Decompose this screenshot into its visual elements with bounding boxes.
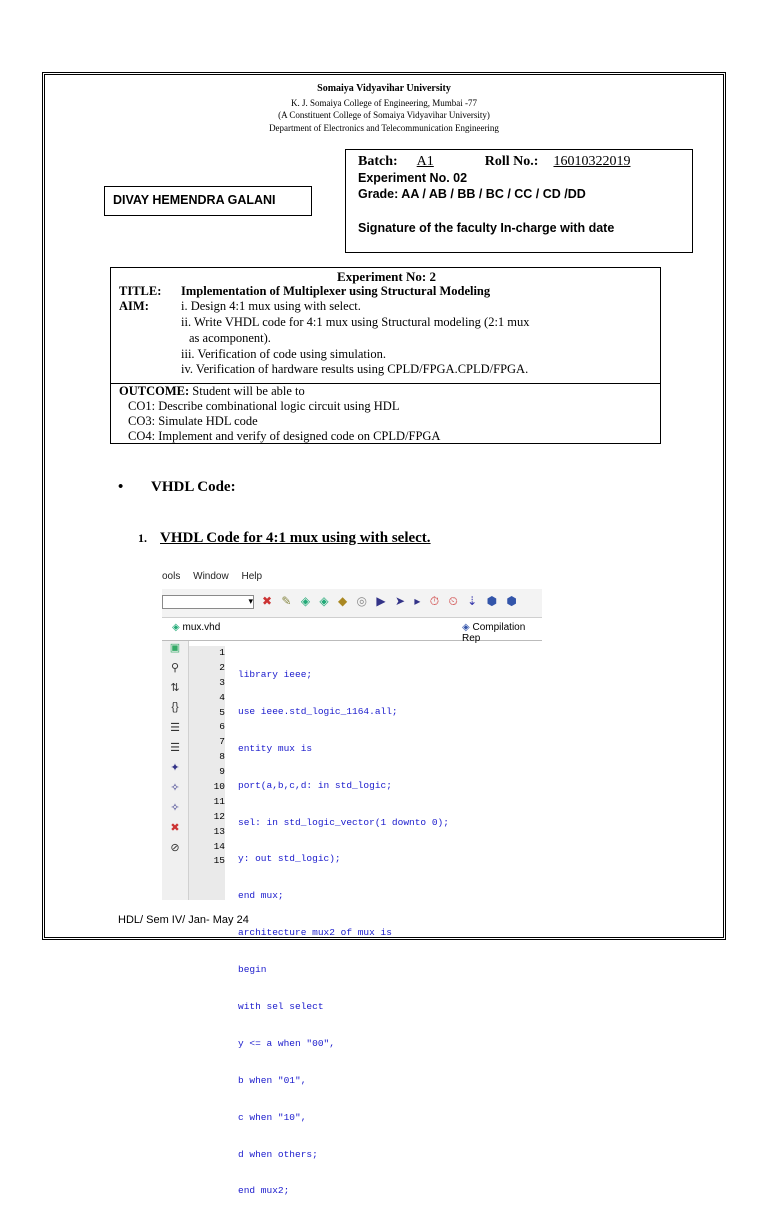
line-number: 7	[219, 736, 225, 748]
toolbar-icons	[262, 594, 520, 609]
chevron-down-icon: ▾	[248, 596, 253, 606]
page-footer: HDL/ Sem IV/ Jan- May 24	[118, 914, 249, 926]
chip-icon[interactable]: ⬢	[506, 594, 520, 608]
step-icon[interactable]: ➤	[394, 594, 409, 608]
run-icon[interactable]: ▸	[414, 594, 424, 608]
chip-icon[interactable]: ⬢	[486, 594, 501, 608]
aim-line: iii. Verification of code using simulation.	[181, 347, 386, 361]
bullet: •	[118, 479, 124, 495]
college-name: K. J. Somaiya College of Engineering, Mumbai -77	[291, 98, 477, 108]
toolbar	[162, 589, 542, 618]
tab-label: Compilation Rep	[462, 622, 526, 644]
experiment-box	[110, 267, 661, 444]
batch-roll-row	[358, 154, 692, 170]
code-line: sel: in std_logic_vector(1 downto 0);	[238, 816, 449, 828]
menu-item-tools[interactable]: ools	[162, 571, 181, 582]
settings-icon[interactable]: ◎	[356, 594, 371, 608]
student-name: DIVAY HEMENDRA GALANI	[104, 186, 312, 216]
code-line: y: out std_logic);	[238, 853, 341, 865]
aim-line: iv. Verification of hardware results using CPLD/FPGA.CPLD/FPGA.	[181, 362, 529, 376]
attach-icon[interactable]: ⊘	[170, 842, 180, 854]
code-line: architecture mux2 of mux is	[238, 927, 392, 939]
aim-line: i. Design 4:1 mux using with select.	[181, 299, 361, 313]
indent-icon[interactable]: ☰	[170, 722, 180, 734]
outcome-item: CO3: Simulate HDL code	[128, 414, 258, 428]
timer-icon[interactable]: ⏱	[429, 594, 443, 608]
program-icon[interactable]: ⇣	[467, 594, 481, 608]
line-number: 14	[213, 840, 225, 852]
code-line: b when "01",	[238, 1074, 307, 1086]
line-number: 11	[213, 795, 225, 807]
code-line: c when "10",	[238, 1111, 307, 1123]
pencil-icon[interactable]: ✎	[281, 594, 295, 608]
line-number: 2	[219, 661, 225, 673]
stop-icon[interactable]: ✖	[262, 594, 276, 608]
code-line: end mux;	[238, 890, 284, 902]
analyze-icon[interactable]: ◈	[319, 594, 332, 608]
aim-line: ii. Write VHDL code for 4:1 mux using Structural modeling (2:1 mux	[181, 315, 530, 329]
batch-label: Batch:	[358, 154, 398, 169]
experiment-heading: Experiment No: 2	[337, 269, 436, 284]
code-line: d when others;	[238, 1148, 318, 1160]
section-heading	[118, 479, 236, 496]
project-combo[interactable]	[162, 595, 254, 609]
batch-value: A1	[416, 154, 434, 169]
experiment-details	[111, 268, 660, 384]
tab-mux-vhd[interactable]	[172, 622, 220, 633]
grade-line: Grade: AA / AB / BB / BC / CC / CD /DD	[358, 187, 586, 201]
experiment-title: Implementation of Multiplexer using Structural Modeling	[181, 284, 491, 298]
compile-icon[interactable]: ◈	[300, 594, 314, 608]
tab-compilation-report[interactable]	[462, 622, 542, 644]
play-icon[interactable]: ▶	[376, 594, 389, 608]
outcome-row	[119, 384, 305, 399]
line-number: 6	[219, 721, 225, 733]
line-numbers	[189, 646, 225, 900]
outcome-intro: Student will be able to	[192, 384, 305, 398]
outcome-item: CO1: Describe combinational logic circuit using HDL	[128, 399, 400, 413]
menu-item-help[interactable]: Help	[241, 571, 263, 582]
line-number: 5	[219, 706, 225, 718]
code-line: library ieee;	[238, 669, 313, 680]
line-number: 10	[213, 781, 225, 793]
subsection-title: VHDL Code for 4:1 mux using with select.	[160, 530, 431, 546]
window-icon[interactable]: ▣	[169, 642, 181, 654]
bookmark-next-icon[interactable]: ✧	[170, 782, 180, 794]
code-line: use ieee.std_logic_1164.all;	[238, 705, 398, 717]
title-label: TITLE:	[119, 284, 162, 298]
bookmark-prev-icon[interactable]: ✧	[170, 802, 180, 814]
tab-label: mux.vhd	[182, 622, 221, 633]
menu-bar	[162, 571, 272, 582]
outcome-label: OUTCOME:	[119, 384, 190, 398]
aim-line: as acomponent).	[189, 331, 271, 345]
line-number: 8	[219, 751, 225, 763]
code-line: begin	[238, 964, 267, 976]
line-number: 4	[219, 691, 225, 703]
subsection-number: 1.	[138, 531, 147, 545]
find-icon[interactable]: ⚲	[170, 662, 180, 674]
code-line: port(a,b,c,d: in std_logic;	[238, 779, 392, 791]
editor-tab-bar	[162, 618, 542, 644]
file-icon: ◈	[172, 622, 180, 633]
section-title: VHDL Code:	[151, 479, 236, 495]
signature-line: Signature of the faculty In-charge with date	[358, 221, 615, 235]
constituent-note: (A Constituent College of Somaiya Vidyavihar University)	[278, 110, 490, 120]
bookmark-clear-icon[interactable]: ✖	[170, 822, 180, 834]
menu-item-window[interactable]: Window	[193, 571, 229, 582]
code-line: y <= a when "00",	[238, 1037, 335, 1049]
outcome-item: CO4: Implement and verify of designed code on CPLD/FPGA	[128, 429, 441, 443]
report-icon: ◈	[462, 622, 470, 633]
code-editor[interactable]	[238, 646, 449, 1221]
aim-label: AIM:	[119, 299, 149, 313]
code-line: entity mux is	[238, 742, 313, 754]
outdent-icon[interactable]: ☰	[170, 742, 180, 754]
line-number: 12	[213, 810, 225, 822]
university-name: Somaiya Vidyavihar University	[317, 83, 451, 94]
experiment-number: Experiment No. 02	[358, 171, 468, 185]
roll-label: Roll No.:	[484, 154, 539, 169]
line-number: 1	[219, 647, 225, 658]
code-line: end mux2;	[238, 1185, 290, 1197]
roll-value: 16010322019	[553, 154, 631, 169]
line-number: 15	[213, 855, 225, 867]
subsection-heading	[138, 530, 431, 547]
editor-side-toolbar	[162, 641, 189, 900]
batch-box	[345, 149, 693, 253]
timer-stop-icon[interactable]: ⏲	[448, 594, 461, 608]
sort-icon[interactable]: ⇅	[170, 682, 180, 694]
line-number: 9	[219, 766, 225, 778]
brace-icon[interactable]: {}	[171, 701, 179, 713]
department-name: Department of Electronics and Telecommunication Engineering	[269, 123, 499, 133]
bookmark-icon[interactable]: ✦	[170, 762, 180, 774]
line-number: 3	[219, 676, 225, 688]
line-number: 13	[213, 825, 225, 837]
synthesize-icon[interactable]: ◆	[337, 594, 351, 608]
code-line: with sel select	[238, 1001, 324, 1013]
